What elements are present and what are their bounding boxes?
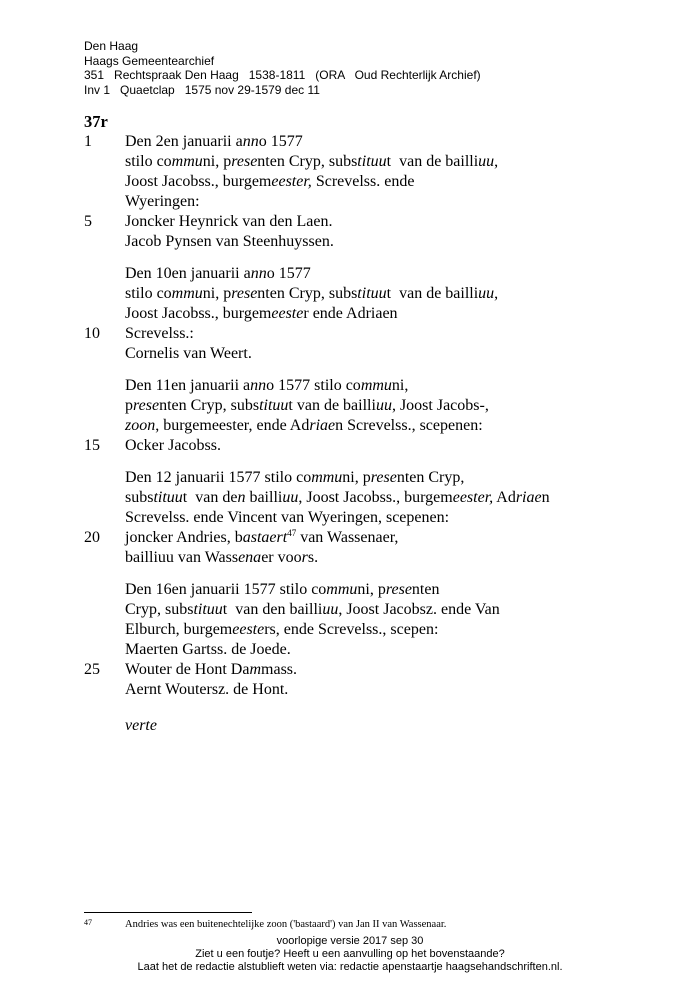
line-text: Den 16en januarii 1577 stilo communi, presenten — [125, 581, 440, 598]
transcription-line — [0, 488, 700, 508]
line-text: Wouter de Hont Dammass. — [125, 661, 298, 678]
line-text: Den 11en januarii anno 1577 stilo communi, — [125, 377, 409, 394]
line-text: Den 10en januarii anno 1577 — [125, 265, 311, 282]
transcription-line — [0, 344, 700, 364]
line-text: Jacob Pynsen van Steenhuyssen. — [125, 233, 334, 250]
transcription-line — [0, 468, 700, 488]
line-text: Maerten Gartss. de Joede. — [125, 641, 291, 658]
transcription-line — [0, 600, 700, 620]
header-archive: Haags Gemeentearchief — [84, 53, 215, 68]
line-text: Joost Jacobss., burgemeester ende Adriaen — [125, 305, 398, 322]
line-text: Aernt Woutersz. de Hont. — [125, 681, 289, 698]
archive-header — [84, 39, 481, 97]
transcription-line — [0, 192, 700, 212]
transcription-line — [0, 508, 700, 528]
footer-question: Ziet u een foutje? Heeft u een aanvulling op het bovenstaande? — [195, 948, 505, 960]
line-text: Joncker Heynrick van den Laen. — [125, 213, 333, 230]
footnote-separator — [84, 912, 252, 913]
line-number: 5 — [84, 213, 92, 230]
line-text: stilo communi, presenten Cryp, substituut van de bailliuu, — [125, 153, 499, 170]
transcription-line — [0, 264, 700, 284]
verte-note: verte — [125, 717, 157, 734]
transcription-line — [0, 132, 700, 152]
line-number: 15 — [84, 437, 100, 454]
header-inventory: Inv 1 Quaetclap 1575 nov 29-1579 dec 11 — [84, 82, 320, 97]
transcription-line — [0, 212, 700, 232]
line-text: presenten Cryp, substituut van de bailliuu, Joost Jacobs-, — [125, 397, 489, 414]
line-text: Den 12 januarii 1577 stilo communi, presenten Cryp, — [125, 469, 465, 486]
line-text: joncker Andries, bastaert$^{47}$ van Wassenaer, — [125, 528, 399, 546]
transcription-line — [0, 396, 700, 416]
line-text: Cryp, substituut van den bailliuu, Joost Jacobsz. ende Van — [125, 601, 500, 618]
transcription-line — [0, 304, 700, 324]
transcription-line — [0, 528, 700, 548]
line-text: Screvelss. ende Vincent van Wyeringen, scepenen: — [125, 509, 450, 526]
footnote-text: Andries was een buitenechtelijke zoon ('bastaard') van Jan II van Wassenaar. — [125, 919, 447, 930]
line-text: Den 2en januarii anno 1577 — [125, 133, 303, 150]
line-text: Cornelis van Weert. — [125, 345, 252, 362]
transcription-line — [0, 324, 700, 344]
footer-version: voorlopige versie 2017 sep 30 — [276, 935, 424, 947]
line-text: Elburch, burgemeesters, ende Screvelss., scepen: — [125, 621, 439, 638]
header-collection: 351 Rechtspraak Den Haag 1538-1811 (ORA Oud Rechterlijk Archief) — [84, 68, 481, 82]
transcription-line — [0, 620, 700, 640]
transcription-line — [0, 232, 700, 252]
line-text: Ocker Jacobss. — [125, 437, 221, 454]
transcription-line — [0, 640, 700, 660]
transcription-line — [0, 172, 700, 192]
line-text: substituut van den bailliuu, Joost Jacobss., burgemeester, Adriaen — [125, 489, 550, 506]
transcription-line — [0, 548, 700, 568]
line-text: Wyeringen: — [125, 193, 200, 210]
line-text: stilo communi, presenten Cryp, substituut van de bailliuu, — [125, 285, 499, 302]
transcription-line — [0, 416, 700, 436]
transcription-line — [0, 284, 700, 304]
transcription-line — [0, 660, 700, 680]
line-number: 20 — [84, 529, 100, 546]
transcription-line — [0, 680, 700, 700]
footnote-number: 47 — [84, 918, 92, 927]
header-city: Den Haag — [84, 39, 139, 53]
transcription-line — [0, 376, 700, 396]
line-text: Screvelss.: — [125, 325, 194, 342]
line-number: 10 — [84, 325, 100, 342]
line-text: zoon, burgemeester, ende Adriaen Screvelss., scepenen: — [125, 417, 483, 434]
transcription-line — [0, 436, 700, 456]
line-number: 1 — [84, 133, 92, 150]
transcription-line — [0, 580, 700, 600]
footer-contact: Laat het de redactie alstublieft weten via: redactie apenstaartje haagsehandschriften.nl. — [137, 961, 563, 973]
line-number: 25 — [84, 661, 100, 678]
line-text: bailliuu van Wassenaer voors. — [125, 549, 319, 566]
transcription-line — [0, 152, 700, 172]
line-text: Joost Jacobss., burgemeester, Screvelss. ende — [125, 173, 415, 190]
folio-number: 37r — [84, 112, 108, 131]
